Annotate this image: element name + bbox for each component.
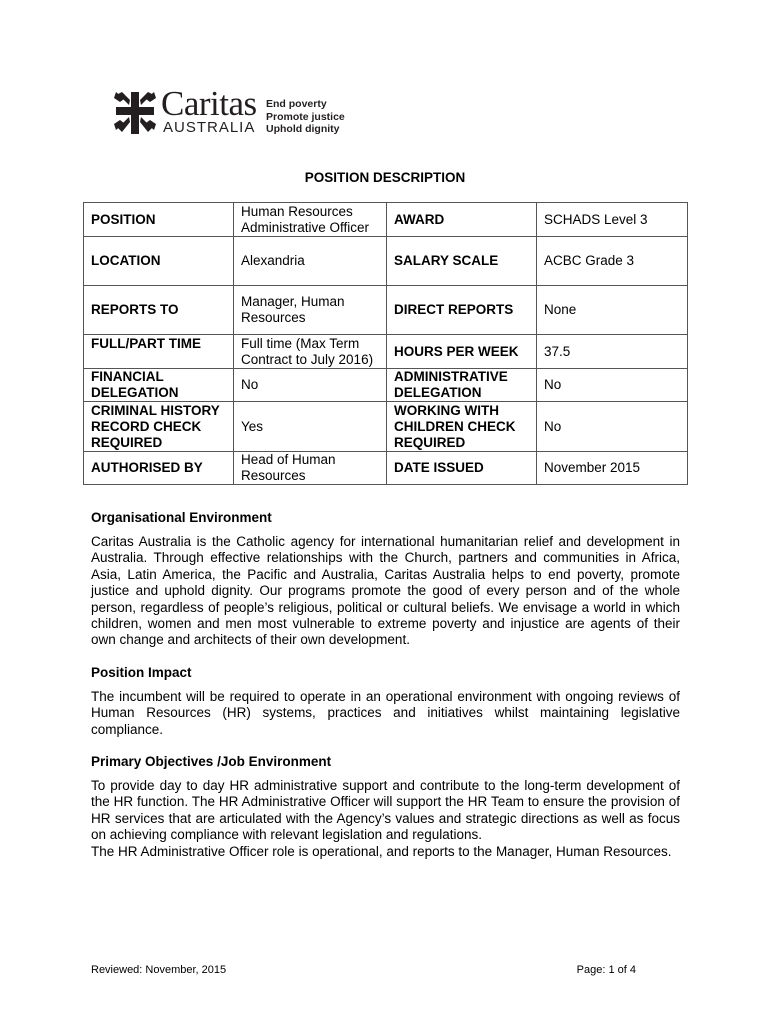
org-environment-heading: Organisational Environment xyxy=(91,510,272,525)
objectives-text: To provide day to day HR administrative support and contribute to the long-term development of the HR function. The HR Administrative Officer will support the HR Team to ensure the provision of HR services that are articulated with the Agency’s values and strategic directions as well as focus on achieving compliance with relevant legislation and regulations. xyxy=(91,778,680,843)
logo-subtitle: AUSTRALIA xyxy=(163,119,256,136)
position-value: Human Resources Administrative Officer xyxy=(234,203,387,237)
tagline-line: Promote justice xyxy=(266,110,345,123)
criminal-check-label: CRIMINAL HISTORY RECORD CHECK REQUIRED xyxy=(84,402,234,452)
salary-value: ACBC Grade 3 xyxy=(537,237,688,286)
reports-to-label: REPORTS TO xyxy=(84,286,234,335)
tagline-line: End poverty xyxy=(266,98,327,110)
footer-page-number: Page: 1 of 4 xyxy=(576,964,636,976)
wwcc-label: WORKING WITH CHILDREN CHECK REQUIRED xyxy=(387,402,537,452)
fullpart-value: Full time (Max Term Contract to July 2016) xyxy=(234,335,387,369)
financial-label: FINANCIAL DELEGATION xyxy=(84,369,234,402)
admin-delegation-value: No xyxy=(537,369,688,402)
position-impact-heading: Position Impact xyxy=(91,664,192,680)
table-row xyxy=(84,335,688,369)
salary-label: SALARY SCALE xyxy=(387,237,537,286)
admin-delegation-label: ADMINISTRATIVE DELEGATION xyxy=(387,369,537,402)
wwcc-value: No xyxy=(537,402,688,452)
logo-name: Caritas xyxy=(161,84,257,123)
award-value: SCHADS Level 3 xyxy=(537,203,688,237)
authorised-value: Head of Human Resources xyxy=(234,452,387,485)
position-impact-text: The incumbent will be required to operate in an operational environment with ongoing reviews of Human Resources (HR) systems, practices and initiatives whilst maintaining legislative compliance. xyxy=(91,688,680,737)
position-info-table xyxy=(83,202,688,485)
table-row xyxy=(84,203,688,237)
location-label: LOCATION xyxy=(84,237,234,286)
date-issued-label: DATE ISSUED xyxy=(387,452,537,485)
caritas-logo xyxy=(114,84,384,138)
table-row xyxy=(84,237,688,286)
org-environment-text: Caritas Australia is the Catholic agency for international humanitarian relief and development in Australia. Through effective relationships with the Church, partners and communities in Africa, Asia, Latin America, the Pacific and Australia, Caritas Australia helps to end poverty, promote justice and uphold dignity. Our programs promote the good of every person and of the whole person, regardless of people’s religious, political or cultural beliefs. We envisage a world in which children, women and men most vulnerable to extreme poverty and injustice are agents of their own change and architects of their own development. xyxy=(91,534,680,648)
financial-value: No xyxy=(234,369,387,402)
document-title: POSITION DESCRIPTION xyxy=(304,170,466,185)
location-value: Alexandria xyxy=(234,237,387,286)
direct-reports-value: None xyxy=(537,286,688,335)
table-row xyxy=(84,286,688,335)
position-label: POSITION xyxy=(84,203,234,237)
hours-label: HOURS PER WEEK xyxy=(387,335,537,369)
award-label: AWARD xyxy=(387,203,537,237)
authorised-label: AUTHORISED BY xyxy=(84,452,234,485)
tagline-line: Uphold dignity xyxy=(266,123,340,135)
document-body xyxy=(91,508,680,860)
hours-value: 37.5 xyxy=(537,335,688,369)
objectives-text-2: The HR Administrative Officer role is operational, and reports to the Manager, Human Resources. xyxy=(91,843,672,859)
table-row xyxy=(84,452,688,485)
table-row xyxy=(84,369,688,402)
fullpart-label: FULL/PART TIME xyxy=(84,335,234,369)
logo-tagline xyxy=(266,98,345,136)
table-row xyxy=(84,402,688,452)
caritas-cross-icon xyxy=(114,90,156,136)
direct-reports-label: DIRECT REPORTS xyxy=(387,286,537,335)
objectives-heading: Primary Objectives /Job Environment xyxy=(91,754,332,770)
footer-reviewed: Reviewed: November, 2015 xyxy=(91,964,227,976)
reports-to-value: Manager, Human Resources xyxy=(234,286,387,335)
date-issued-value: November 2015 xyxy=(537,452,688,485)
criminal-check-value: Yes xyxy=(234,402,387,452)
